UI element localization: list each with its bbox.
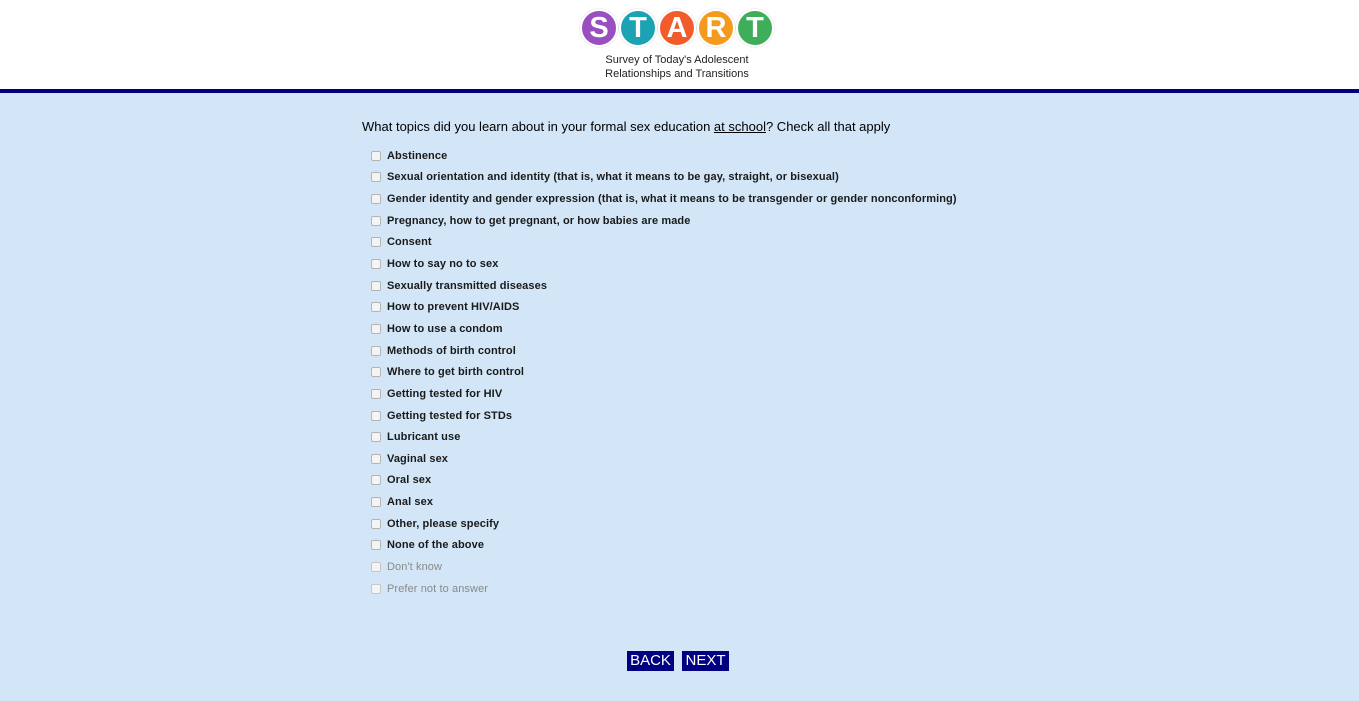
option-row[interactable]: [370, 188, 957, 210]
option-row[interactable]: [370, 275, 957, 297]
next-button[interactable]: NEXT: [682, 651, 729, 671]
option-checkbox[interactable]: [371, 519, 381, 529]
option-row[interactable]: [370, 448, 957, 470]
option-label: Sexually transmitted diseases: [387, 279, 548, 292]
option-checkbox[interactable]: [371, 562, 381, 572]
option-label: Consent: [387, 236, 432, 249]
option-row[interactable]: [370, 340, 957, 362]
option-checkbox[interactable]: [371, 302, 381, 312]
option-checkbox[interactable]: [371, 389, 381, 399]
logo-letter-3: R: [697, 9, 735, 47]
logo-tagline-line2: Relationships and Transitions: [605, 68, 749, 80]
option-checkbox[interactable]: [371, 194, 381, 204]
option-label: Lubricant use: [387, 431, 461, 444]
header-divider: [0, 89, 1359, 93]
back-button[interactable]: BACK: [627, 651, 674, 671]
logo-tagline-line1: Survey of Today's Adolescent: [605, 54, 749, 66]
option-checkbox[interactable]: [371, 324, 381, 334]
option-label: How to use a condom: [387, 322, 503, 335]
option-checkbox[interactable]: [371, 454, 381, 464]
option-row[interactable]: [370, 383, 957, 405]
option-label: Prefer not to answer: [387, 582, 489, 595]
option-checkbox[interactable]: [371, 475, 381, 485]
option-label: Pregnancy, how to get pregnant, or how babies are made: [387, 214, 691, 227]
option-label: None of the above: [387, 539, 485, 552]
site-header: [0, 0, 1359, 89]
question-suffix: ? Check all that apply: [765, 119, 891, 134]
option-label: Abstinence: [387, 149, 448, 162]
option-row[interactable]: [370, 318, 957, 340]
option-row[interactable]: [370, 167, 957, 189]
option-row[interactable]: [370, 578, 957, 600]
question-emphasis: at school: [713, 119, 766, 134]
logo-letter-0: S: [580, 9, 618, 47]
option-checkbox[interactable]: [371, 497, 381, 507]
option-row[interactable]: [370, 405, 957, 427]
option-checkbox[interactable]: [371, 172, 381, 182]
option-checkbox[interactable]: [371, 281, 381, 291]
logo-letter-circles: [580, 8, 774, 48]
question-prefix: What topics did you learn about in your formal sex education: [362, 119, 714, 134]
option-row[interactable]: [370, 470, 957, 492]
option-label: How to prevent HIV/AIDS: [387, 301, 520, 314]
option-checkbox[interactable]: [371, 584, 381, 594]
option-checkbox[interactable]: [371, 411, 381, 421]
option-label: Gender identity and gender expression (that is, what it means to be transgender or gender nonconforming): [387, 193, 957, 206]
option-label: How to say no to sex: [387, 258, 499, 271]
question-text: [362, 119, 890, 134]
option-checkbox[interactable]: [371, 367, 381, 377]
option-row[interactable]: [370, 491, 957, 513]
option-row[interactable]: [370, 296, 957, 318]
option-row[interactable]: [370, 535, 957, 557]
logo-letter-1: T: [619, 9, 657, 47]
option-label: Other, please specify: [387, 517, 500, 530]
option-row[interactable]: [370, 232, 957, 254]
option-row[interactable]: [370, 145, 957, 167]
option-row[interactable]: [370, 361, 957, 383]
option-checkbox[interactable]: [371, 432, 381, 442]
option-label: Getting tested for HIV: [387, 387, 503, 400]
logo-letter-2: A: [658, 9, 696, 47]
start-logo: [580, 8, 774, 83]
option-row[interactable]: [370, 426, 957, 448]
option-checkbox[interactable]: [371, 540, 381, 550]
option-checkbox[interactable]: [371, 151, 381, 161]
option-label: Sexual orientation and identity (that is, what it means to be gay, straight, or bisexual): [387, 171, 839, 184]
option-label: Vaginal sex: [387, 452, 449, 465]
option-label: Oral sex: [387, 474, 432, 487]
options-list: [370, 145, 957, 599]
option-label: Anal sex: [387, 496, 434, 509]
option-checkbox[interactable]: [371, 346, 381, 356]
option-row[interactable]: [370, 210, 957, 232]
logo-letter-4: T: [736, 9, 774, 47]
option-row[interactable]: [370, 253, 957, 275]
option-checkbox[interactable]: [371, 216, 381, 226]
logo-tagline: [580, 53, 774, 81]
option-checkbox[interactable]: [371, 259, 381, 269]
option-label: Getting tested for STDs: [387, 409, 513, 422]
option-label: Methods of birth control: [387, 344, 516, 357]
option-checkbox[interactable]: [371, 237, 381, 247]
option-label: Where to get birth control: [387, 366, 525, 379]
option-row[interactable]: [370, 513, 957, 535]
option-label: Don't know: [387, 560, 443, 573]
option-row[interactable]: [370, 556, 957, 578]
